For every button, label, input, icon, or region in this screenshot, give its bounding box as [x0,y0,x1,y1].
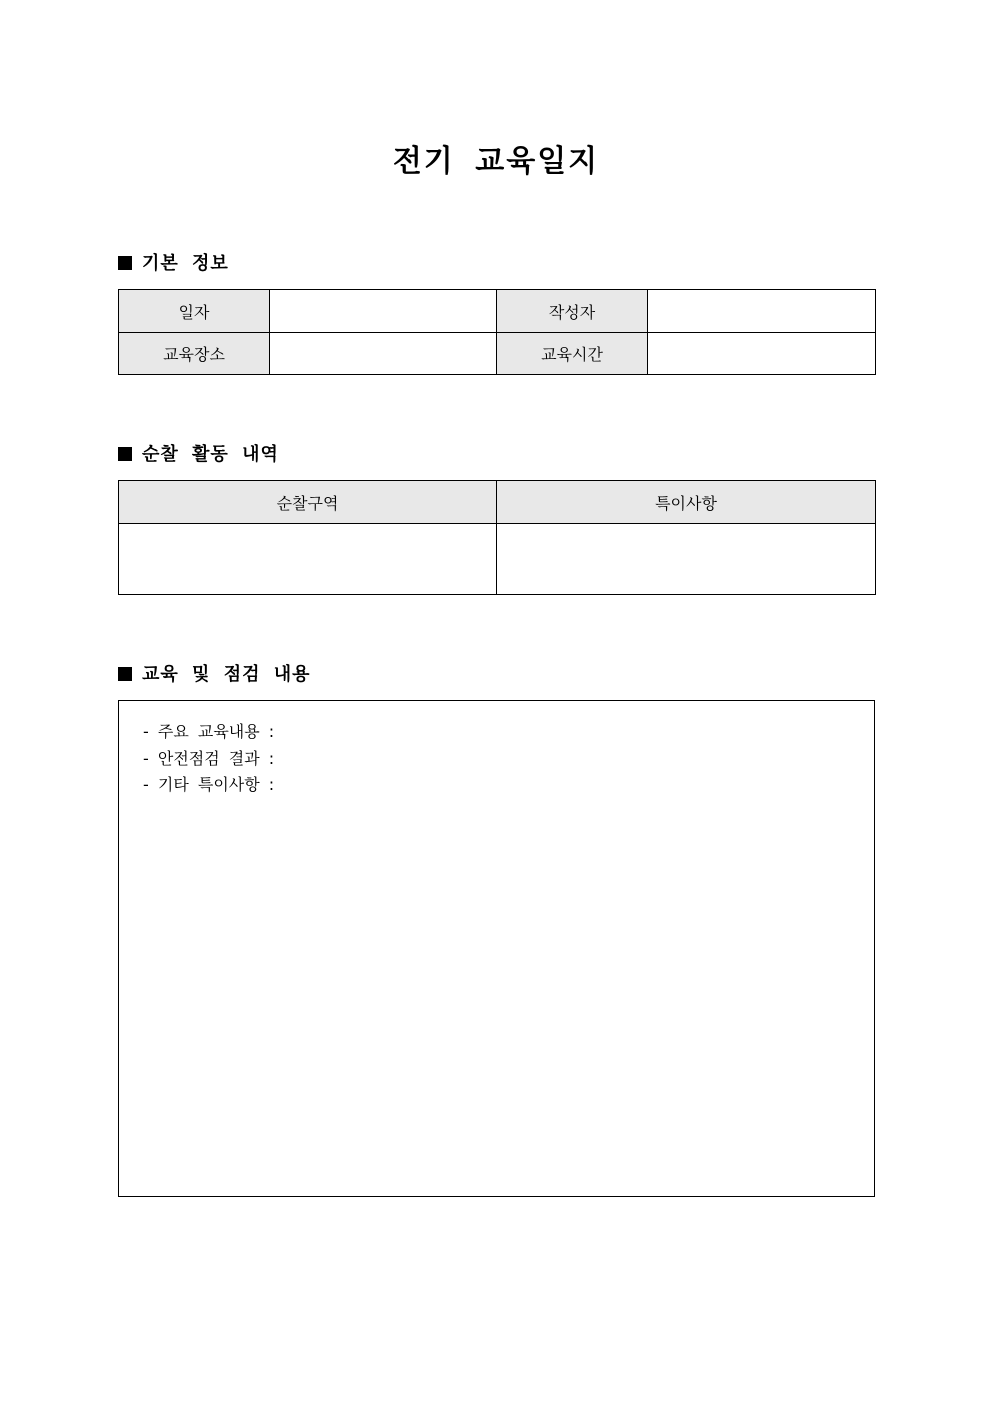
section-heading-text: 기본 정보 [142,253,229,274]
table-row [119,481,876,524]
section-heading-text: 순찰 활동 내역 [142,444,279,465]
author-field[interactable] [648,290,876,333]
table-row [119,333,876,375]
patrol-notes-field[interactable] [497,524,876,595]
section-heading-basic-info [118,252,229,276]
patrol-table [118,480,876,595]
section-heading-text: 교육 및 점검 내용 [142,664,311,685]
square-bullet-icon [118,447,132,461]
author-label: 작성자 [497,290,648,333]
time-field[interactable] [648,333,876,375]
education-content-box[interactable] [118,700,875,1197]
square-bullet-icon [118,256,132,270]
date-field[interactable] [270,290,497,333]
patrol-area-field[interactable] [119,524,497,595]
education-item-inspection-result: - 안전점검 결과 : [143,748,275,768]
square-bullet-icon [118,667,132,681]
education-item-other-notes: - 기타 특이사항 : [143,775,275,794]
basic-info-table [118,289,876,375]
education-items-list [143,719,274,799]
patrol-notes-header: 특이사항 [497,481,876,524]
time-label: 교육시간 [497,333,648,375]
table-row [119,290,876,333]
page-title: 전기 교육일지 [392,144,600,179]
location-field[interactable] [270,333,497,375]
patrol-area-header: 순찰구역 [119,481,497,524]
section-heading-patrol [118,443,279,467]
date-label: 일자 [119,290,270,333]
education-item-main-content: - 주요 교육내용 : [143,722,275,741]
section-heading-education [118,663,311,687]
location-label: 교육장소 [119,333,270,375]
table-row [119,524,876,595]
